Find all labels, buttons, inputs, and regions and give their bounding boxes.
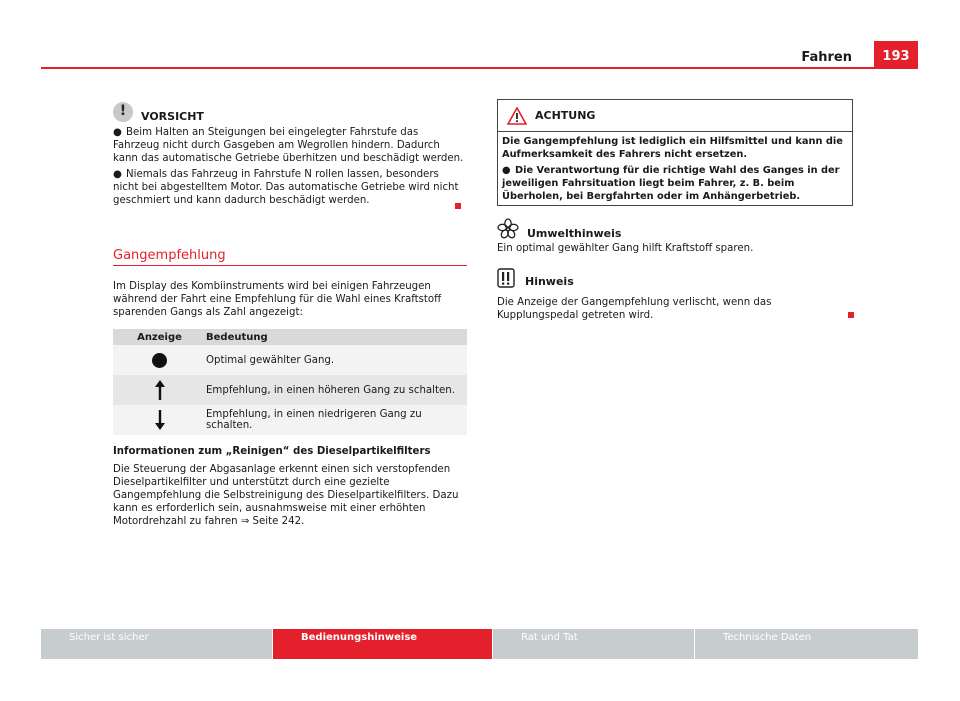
- info-text: Die Steuerung der Abgasanlage erkennt einen sich verstopfenden Dieselpartikelfilter und unterstützt durch eine gezielte Gangempfehlung die Selbstreinigung des Dieselpartikelfilters. Dazu kann es erforderlich sein, ausnahmsweise mit einer erhöhten Motordrehzahl zu fahren ⇒ Seite 242.: [113, 464, 459, 527]
- tab-rat-und-tat[interactable]: Rat und Tat: [493, 629, 694, 659]
- umwelt-title: Umwelthinweis: [527, 227, 622, 240]
- table-row: [113, 375, 467, 405]
- table-header-anzeige: Anzeige: [137, 331, 182, 343]
- info-note-icon: [497, 268, 515, 288]
- tab-sicher-ist-sicher[interactable]: Sicher ist sicher: [41, 629, 272, 659]
- hinweis-title: Hinweis: [525, 275, 574, 288]
- table-row: [113, 405, 467, 435]
- tab-bedienungshinweise[interactable]: Bedienungshinweise: [273, 629, 492, 659]
- header-divider: [41, 67, 918, 69]
- achtung-box: [497, 99, 853, 206]
- hinweis-text: Die Anzeige der Gangempfehlung verlischt, wenn das Kupplungspedal getreten wird.: [497, 297, 772, 321]
- section-divider: [113, 265, 467, 266]
- exclamation-circle-icon: !: [113, 102, 133, 122]
- bullet-icon: ●: [113, 127, 122, 138]
- table-cell: Empfehlung, in einen höheren Gang zu schalten.: [206, 384, 455, 396]
- vorsicht-box: [113, 100, 467, 207]
- table-cell: Empfehlung, in einen niedrigeren Gang zu schalten.: [206, 409, 422, 431]
- vorsicht-bullet-1: ● Beim Halten an Steigungen bei eingelegter Fahrstufe das Fahrzeug nicht durch Gasgeben am Wegrollen hindern. Dadurch kann das automatische Getriebe überhitzen und beschädigt werden.: [113, 127, 464, 164]
- bullet-icon: ●: [502, 165, 511, 176]
- flower-icon: [497, 218, 519, 240]
- bullet-icon: ●: [113, 169, 122, 180]
- section-title: Gangempfehlung: [113, 248, 226, 263]
- footer-nav: [41, 629, 918, 659]
- arrow-up-icon: [154, 380, 166, 400]
- section-end-mark: [455, 203, 461, 209]
- table-cell: Optimal gewählter Gang.: [206, 354, 335, 366]
- arrow-down-icon: [154, 410, 166, 430]
- table-row: [113, 345, 467, 375]
- vorsicht-title: VORSICHT: [141, 110, 204, 123]
- info-title: Informationen zum „Reinigen“ des Dieselpartikelfilters: [113, 446, 431, 457]
- table-header: [113, 329, 467, 345]
- warning-triangle-icon: [507, 107, 527, 125]
- tab-technische-daten[interactable]: Technische Daten: [695, 629, 918, 659]
- filled-circle-icon: [152, 353, 167, 368]
- achtung-body: [498, 132, 852, 203]
- gear-recommendation-table: [113, 329, 467, 435]
- hinweis-header: [497, 268, 574, 288]
- vorsicht-bullet-2: ● Niemals das Fahrzeug in Fahrstufe N rollen lassen, besonders nicht bei abgestelltem Motor. Das automatische Getriebe wird nicht geschmiert und kann dadurch beschädigt werden.: [113, 169, 459, 206]
- chapter-title: Fahren: [801, 50, 852, 65]
- section-intro: Im Display des Kombiinstruments wird bei einigen Fahrzeugen während der Fahrt eine Empfehlung für die Wahl eines Kraftstoff sparenden Gangs als Zahl angezeigt:: [113, 281, 442, 318]
- achtung-header: [498, 100, 852, 132]
- achtung-bullet: ● Die Verantwortung für die richtige Wahl des Ganges in der jeweiligen Fahrsituation liegt beim Fahrer, z. B. beim Überholen, bei Bergfahrten oder im Anhängerbetrieb.: [502, 165, 840, 202]
- section-end-mark: [848, 312, 854, 318]
- table-header-bedeutung: Bedeutung: [206, 331, 268, 343]
- achtung-text: Die Gangempfehlung ist lediglich ein Hilfsmittel und kann die Aufmerksamkeit des Fahrers nicht ersetzen.: [502, 136, 843, 160]
- umwelt-header: [497, 218, 621, 240]
- vorsicht-header: [113, 100, 467, 123]
- umwelt-text: Ein optimal gewählter Gang hilft Kraftstoff sparen.: [497, 243, 754, 254]
- achtung-title: ACHTUNG: [535, 109, 596, 122]
- page-number: 193: [874, 41, 918, 68]
